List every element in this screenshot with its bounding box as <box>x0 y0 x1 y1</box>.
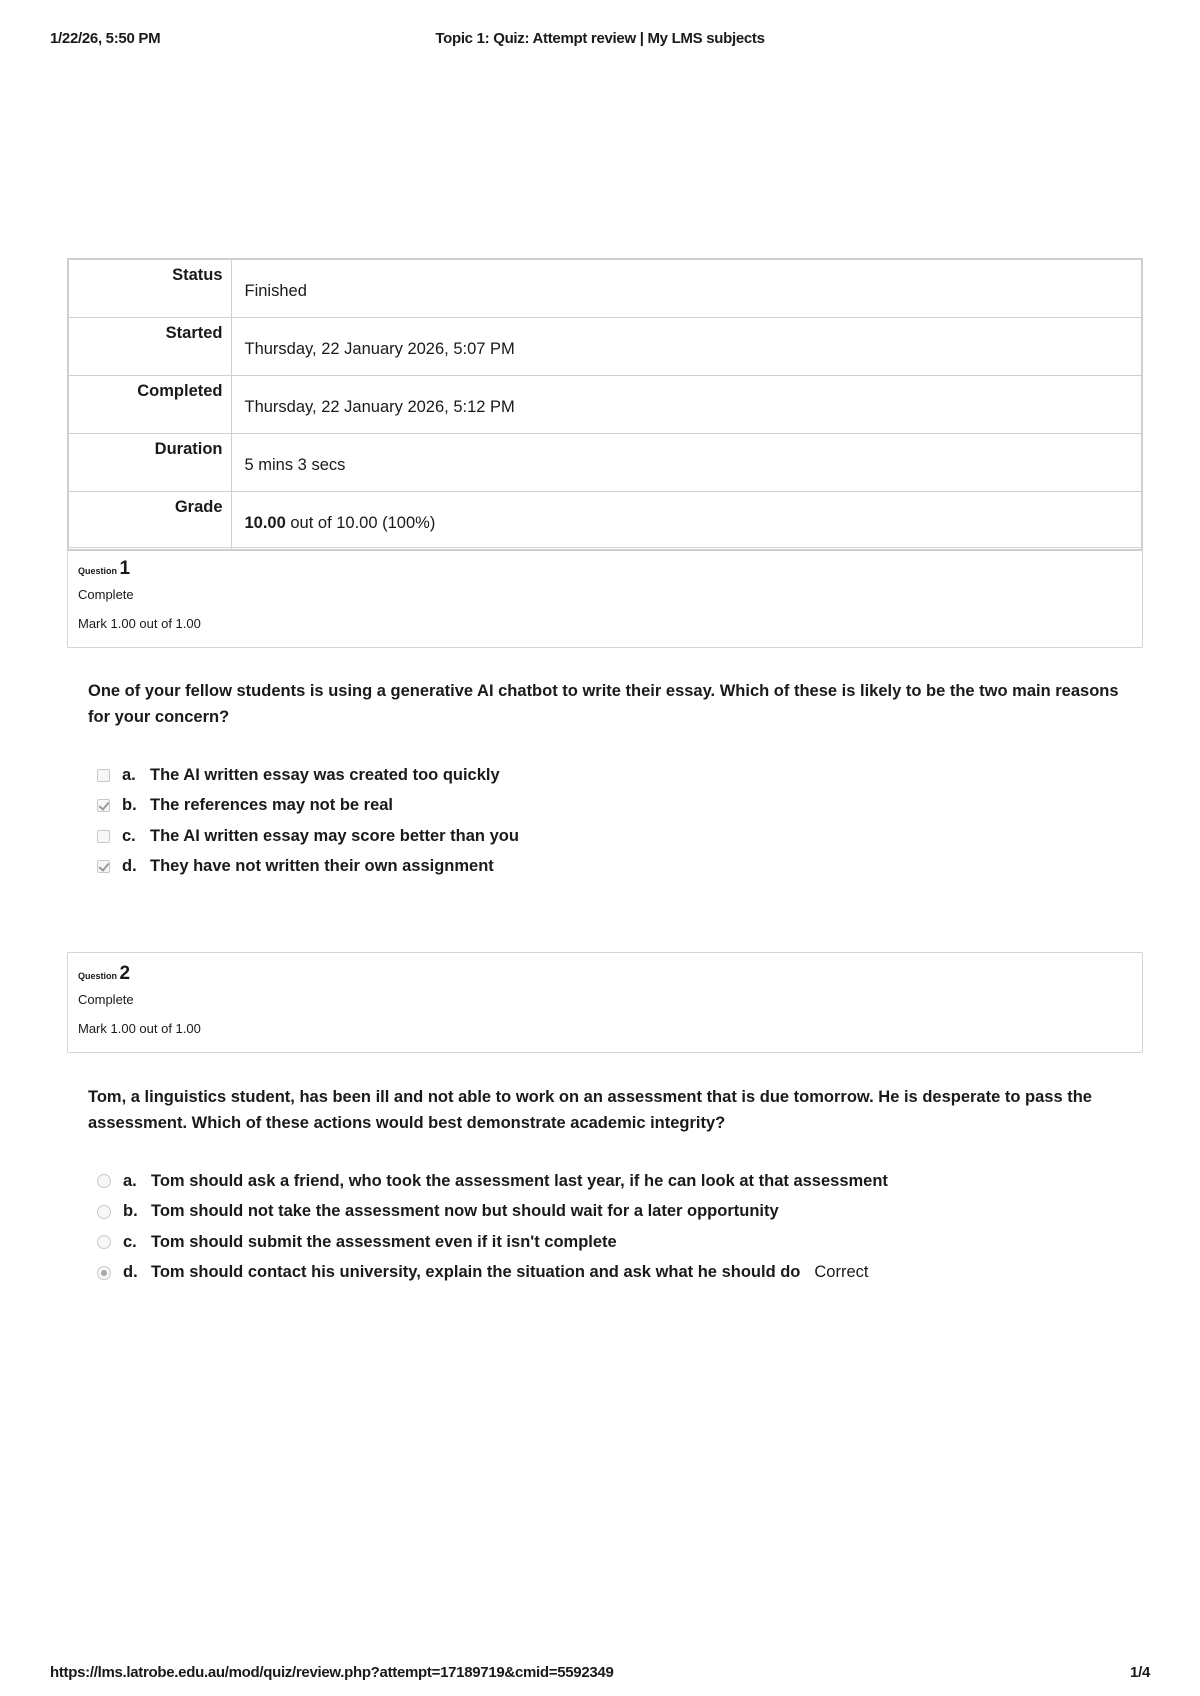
attempt-summary-table <box>67 258 1143 551</box>
answer-text: They have not written their own assignment <box>150 857 494 876</box>
question-number-value: 1 <box>119 558 131 579</box>
answer-checkbox[interactable] <box>97 799 110 812</box>
question-number <box>78 963 1132 985</box>
question-number-value: 2 <box>119 963 131 984</box>
summary-label: Started <box>68 318 231 376</box>
answer-text: The AI written essay may score better than you <box>150 826 519 845</box>
question-prefix: Question <box>78 971 118 981</box>
answer-option[interactable] <box>97 852 519 883</box>
summary-label: Completed <box>68 376 231 434</box>
summary-row-status <box>68 259 1142 318</box>
answer-letter: b. <box>122 796 137 815</box>
answer-letter: a. <box>122 765 136 784</box>
question-mark: Mark 1.00 out of 1.00 <box>78 1021 201 1036</box>
summary-row-duration <box>68 434 1142 492</box>
summary-label: Status <box>68 259 231 318</box>
question-2-answers <box>97 1166 888 1288</box>
summary-value: Thursday, 22 January 2026, 5:07 PM <box>231 318 1142 376</box>
question-1-answers <box>97 760 519 882</box>
print-url: https://lms.latrobe.edu.au/mod/quiz/review.php?attempt=17189719&cmid=5592349 <box>50 1664 614 1681</box>
question-1-info <box>67 547 1143 648</box>
summary-label: Duration <box>68 434 231 492</box>
print-header <box>50 30 1150 50</box>
answer-option[interactable] <box>97 821 519 852</box>
question-number <box>78 558 1132 580</box>
answer-text: Tom should contact his university, explain the situation and ask what he should do <box>151 1263 801 1282</box>
summary-value: 5 mins 3 secs <box>231 434 1142 492</box>
answer-text: The references may not be real <box>150 796 394 815</box>
answer-text: The AI written essay was created too quickly <box>150 765 500 784</box>
answer-letter: b. <box>123 1202 138 1221</box>
question-1-text: One of your fellow students is using a generative AI chatbot to write their essay. Which of these is likely to be the two main reasons for your concern? <box>88 682 1119 726</box>
answer-letter: a. <box>123 1171 137 1190</box>
answer-option[interactable] <box>97 1258 888 1289</box>
answer-checkbox[interactable] <box>97 769 110 782</box>
answer-option[interactable] <box>97 1166 888 1197</box>
answer-checkbox[interactable] <box>97 830 110 843</box>
answer-radio[interactable] <box>97 1205 111 1219</box>
print-footer <box>50 1664 1150 1684</box>
question-state: Complete <box>78 587 134 602</box>
answer-option[interactable] <box>97 1197 888 1228</box>
question-prefix: Question <box>78 566 118 576</box>
question-state: Complete <box>78 992 134 1007</box>
answer-letter: c. <box>122 826 136 845</box>
answer-text: Tom should submit the assessment even if it isn't complete <box>151 1232 617 1251</box>
answer-radio[interactable] <box>97 1266 111 1280</box>
summary-grade-value <box>231 492 1142 551</box>
answer-radio[interactable] <box>97 1174 111 1188</box>
print-page-number: 1/4 <box>1130 1664 1150 1681</box>
summary-label: Grade <box>68 492 231 551</box>
grade-score: 10.00 <box>244 514 286 532</box>
answer-text: Tom should not take the assessment now but should wait for a later opportunity <box>151 1202 779 1221</box>
question-2-info <box>67 952 1143 1053</box>
summary-row-completed <box>68 376 1142 434</box>
answer-letter: d. <box>123 1263 138 1282</box>
summary-row-started <box>68 318 1142 376</box>
answer-checkbox[interactable] <box>97 860 110 873</box>
answer-text: Tom should ask a friend, who took the assessment last year, if he can look at that assessment <box>151 1171 888 1190</box>
answer-letter: c. <box>123 1232 137 1251</box>
answer-option[interactable] <box>97 1227 888 1258</box>
answer-feedback-correct: Correct <box>814 1263 869 1282</box>
answer-option[interactable] <box>97 760 519 791</box>
grade-out-of: out of 10.00 (100%) <box>285 514 436 532</box>
summary-row-grade <box>68 492 1142 551</box>
print-date: 1/22/26, 5:50 PM <box>50 30 161 47</box>
summary-value: Finished <box>231 259 1142 318</box>
print-page-title: Topic 1: Quiz: Attempt review | My LMS subjects <box>435 30 765 47</box>
answer-radio[interactable] <box>97 1235 111 1249</box>
summary-value: Thursday, 22 January 2026, 5:12 PM <box>231 376 1142 434</box>
answer-letter: d. <box>122 857 137 876</box>
question-2-text: Tom, a linguistics student, has been ill and not able to work on an assessment that is due tomorrow. He is desperate to pass the assessment. Which of these actions would best demonstrate academic integrity? <box>88 1088 1092 1132</box>
answer-option[interactable] <box>97 791 519 822</box>
question-mark: Mark 1.00 out of 1.00 <box>78 616 201 631</box>
